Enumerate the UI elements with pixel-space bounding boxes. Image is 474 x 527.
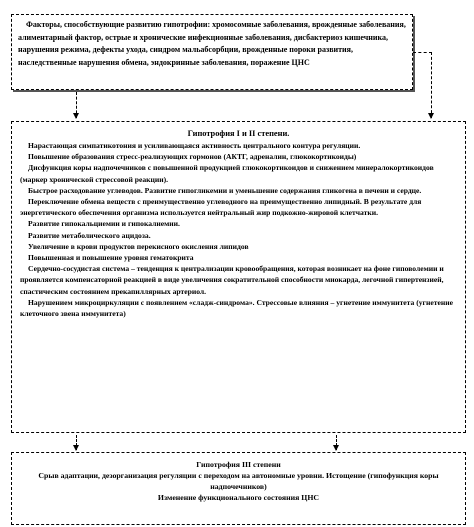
stage-3-line: Изменение функционального состояния ЦНС (157, 493, 320, 502)
stage-item: Повышенная и повышение уровня гематокрита (28, 253, 194, 263)
stage-item: Нарастающая симпатикотония и усиливающаяся активность центрального контура регуляции. (28, 141, 361, 150)
arrow-right-2 (336, 435, 337, 450)
stage-3-box (11, 452, 466, 525)
connector-line (413, 52, 432, 53)
stage-item: Нарушением микроциркуляции с появлением «сладж-синдрома». Стрессовые влияния – угнетение иммунитета (угнетение клеточного звена иммунитета) (20, 297, 453, 319)
stage-item: Переключение обмена веществ с преимущественно углеводного на преимущественно липидный. В результате для энергетического обеспечения организма используется нейтральный жир подкожно-жировой клетчатки. (20, 197, 422, 218)
stage-1-2-box (11, 121, 466, 433)
stage-3-title: Гипотрофия III степени (196, 460, 281, 469)
arrow-right-1 (431, 52, 432, 118)
stage-item: Повышение образования стресс-реализующих гормонов (АКТГ, адреналин, глюкокортикоиды) (28, 152, 357, 162)
stage-item: Быстрое расходование углеводов. Развитие гипогликемии и уменьшение содержания гликогена в печени и сердце. (28, 185, 422, 195)
arrow-left-2 (76, 435, 77, 450)
stage-item: Развитие метаболического ацидоза. (28, 230, 151, 240)
stage-1-2-title: Гипотрофия I и II степени. (187, 129, 290, 138)
arrow-left-1 (76, 92, 77, 118)
stage-item: Развитие гипокальциемии и гипокалиемии. (28, 219, 180, 229)
stage-item: Сердечно-сосудистая система – тенденция к централизации кровообращения, которая возникает на фоне гиповолемии и проявляется компенсаторной реакцией в виде увеличения сократительной способности миокарда, легочной гипертензией, спастическим состоянием прекапиллярных артериол. (20, 264, 444, 296)
stage-item: Увеличение в крови продуктов перекисного окисления липидов (28, 241, 249, 251)
causes-box (11, 14, 413, 90)
causes-text: Факторы, способствующие развитию гипотрофии: хромосомные заболевания, врожденные заболевания, алиментарный фактор, острые и хронические инфекционные заболевания, дисбактериоз кишечника, нарушения режима, дефекты ухода, синдром мальабсорбции, врожденные пороки развития, наследственные нарушения обмена, эндокринные заболевания, поражение ЦНС (18, 20, 406, 67)
stage-3-line: Срыв адаптации, дезорганизация регуляции с переходом на автономные уровни. Истощение (гипофункция коры надпочечников) (38, 471, 439, 491)
stage-item: Дисфункция коры надпочечников с повышенной продукцией глюкокортикоидов и снижением минералокортикоидов (маркер хронической стрессовой реакции). (20, 163, 434, 184)
